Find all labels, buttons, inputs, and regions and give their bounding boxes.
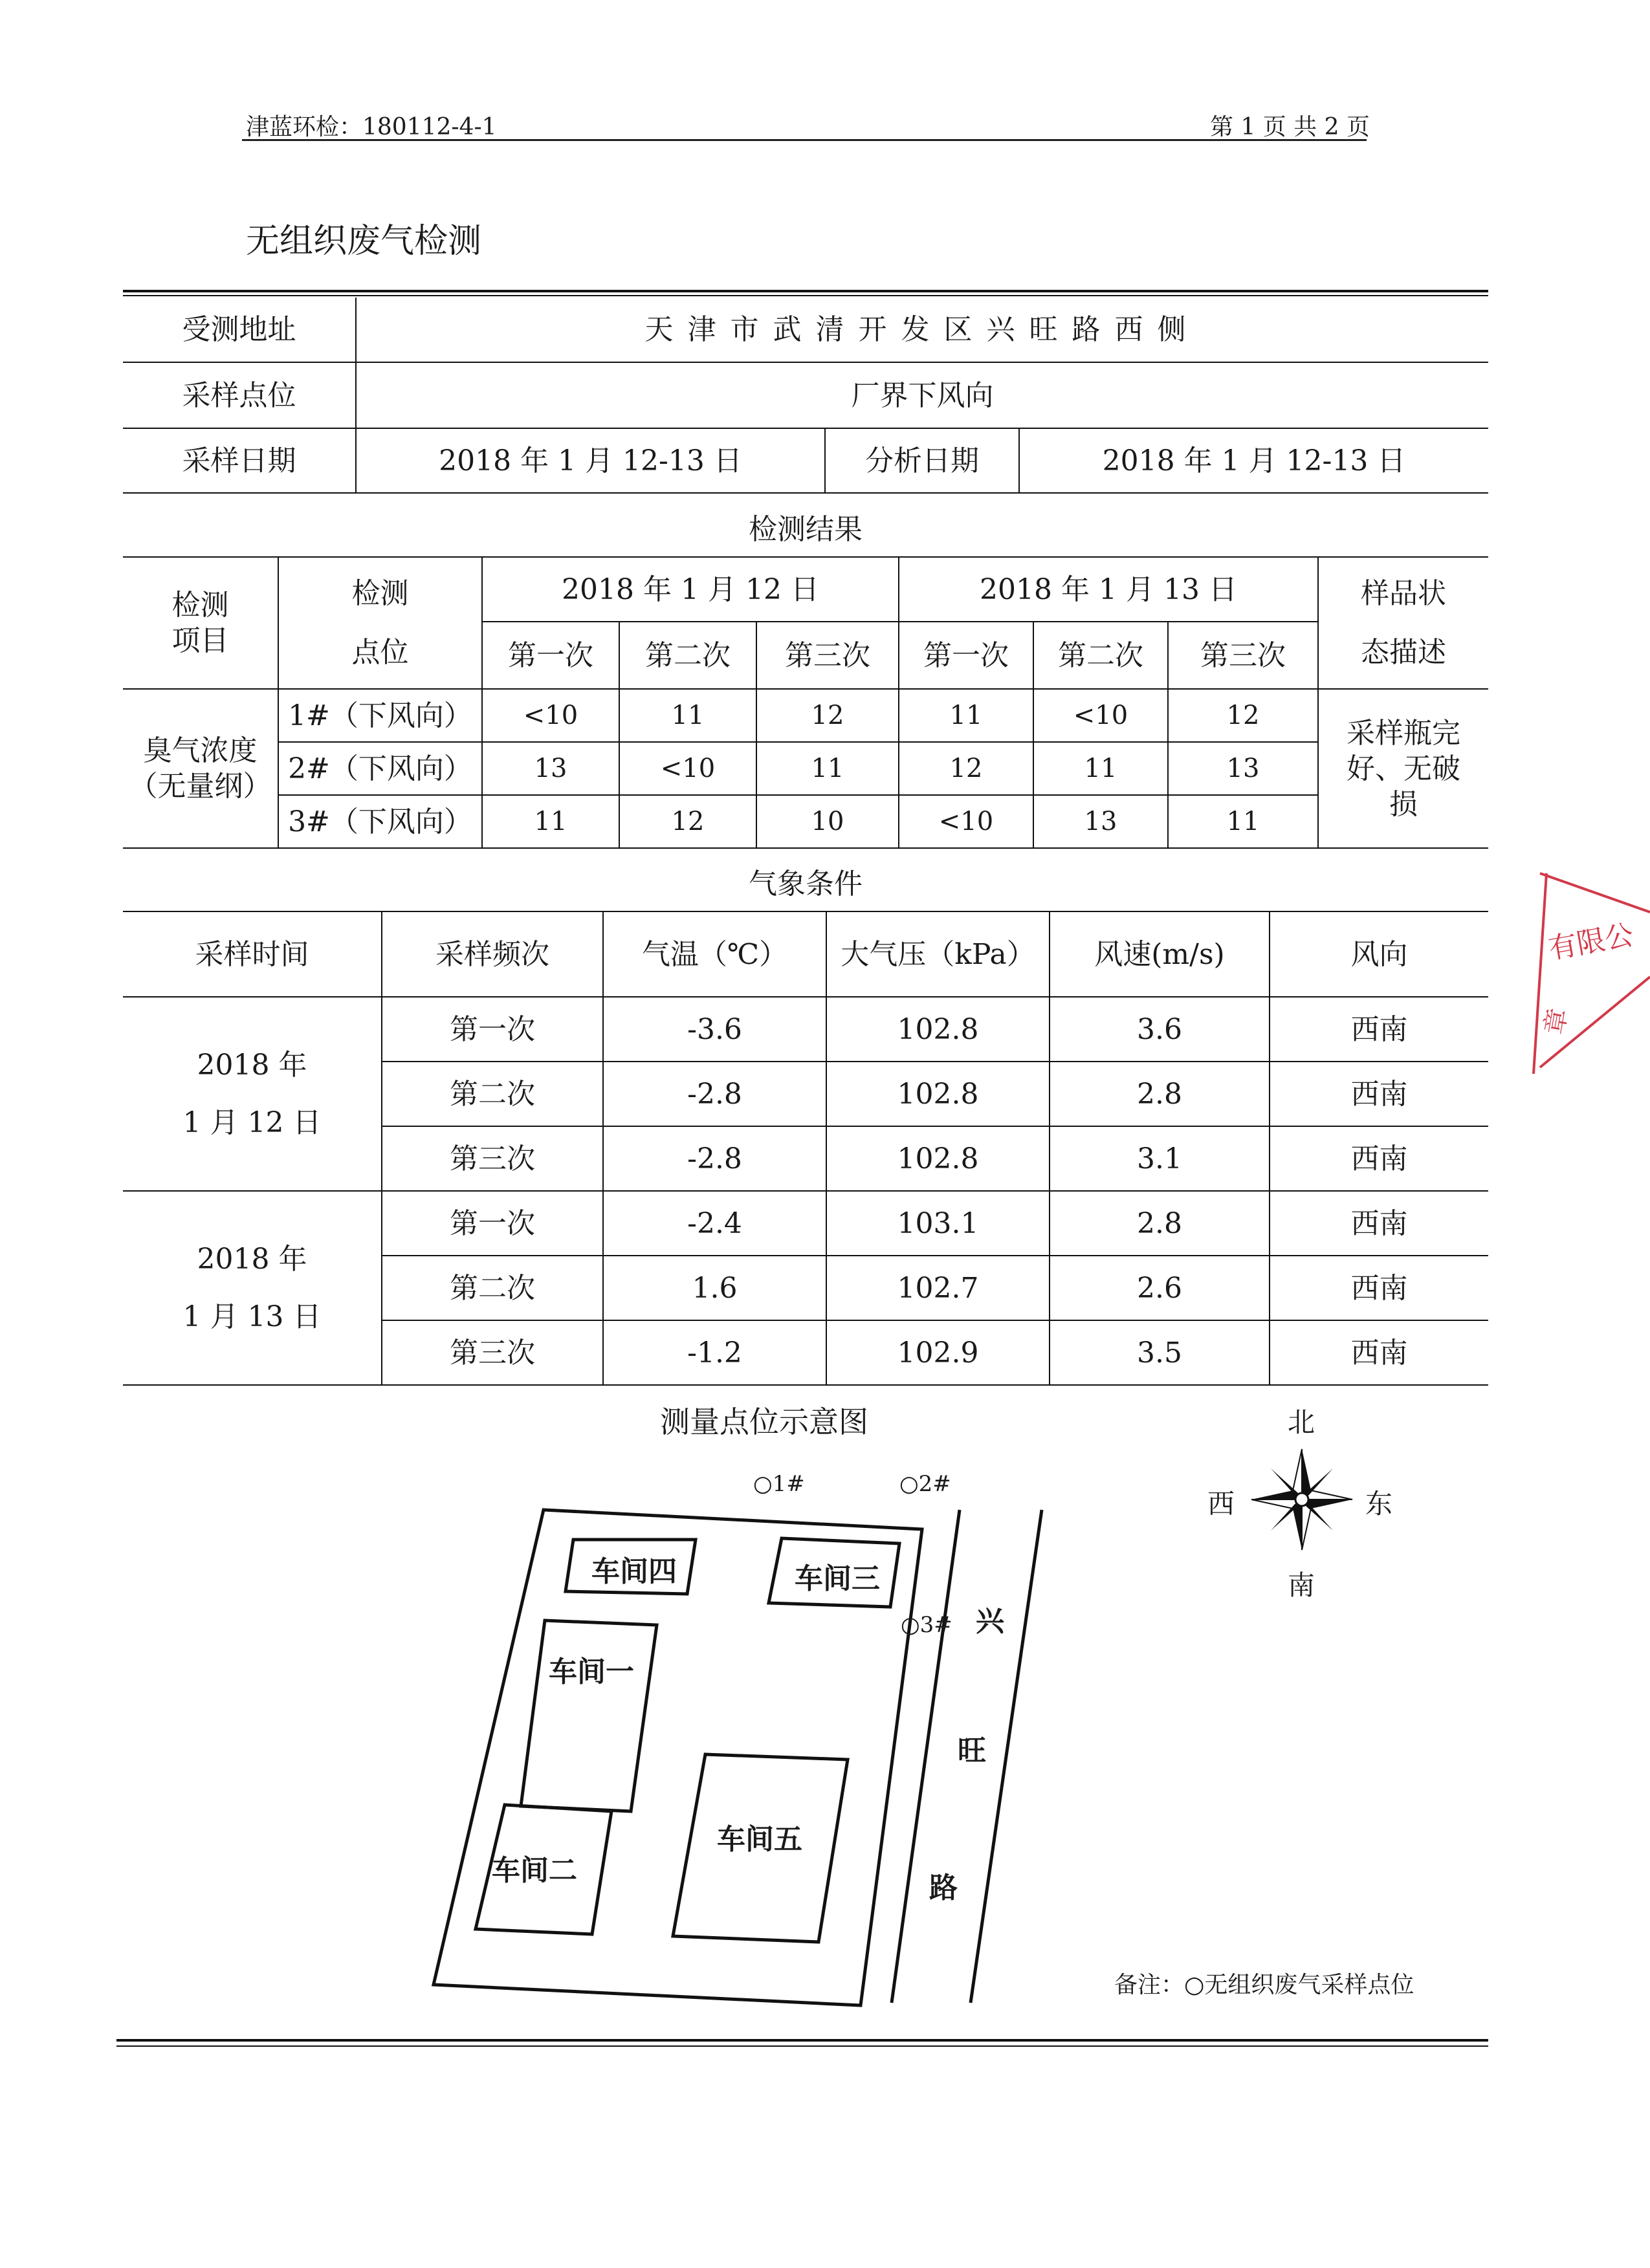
value-cell: 10 [756, 795, 899, 848]
day2-line2: 1 月 13 日 [182, 1300, 322, 1333]
col-state-line2: 态描述 [1361, 636, 1446, 669]
run-header: 第三次 [1168, 622, 1318, 689]
value-cell: 11 [619, 689, 756, 742]
point-label: 采样点位 [123, 362, 356, 428]
weather-header: 气温（℃） [603, 911, 826, 997]
value-cell: 11 [756, 742, 899, 795]
map-note: 备注：○无组织废气采样点位 [1114, 1972, 1414, 1998]
item-name-line1: 臭气浓度 [143, 734, 258, 767]
date2-header: 2018 年 1 月 13 日 [899, 557, 1318, 622]
sample-date-value: 2018 年 1 月 12-13 日 [356, 428, 825, 493]
value-cell: <10 [1033, 689, 1168, 742]
temp-cell: -2.8 [603, 1062, 826, 1126]
point-cell: 1#（下风向） [278, 689, 482, 742]
wind-speed-cell: 2.8 [1050, 1062, 1270, 1126]
wind-speed-cell: 2.6 [1050, 1256, 1270, 1320]
wind-dir-cell: 西南 [1270, 1062, 1488, 1126]
col-state-line1: 样品状 [1361, 577, 1446, 610]
temp-cell: -1.2 [603, 1320, 826, 1385]
sample-date-label: 采样日期 [123, 428, 356, 493]
weather-header: 采样频次 [382, 911, 603, 997]
point-cell: 2#（下风向） [278, 742, 482, 795]
sample-point-3: ○3# [901, 1612, 952, 1638]
day2-line1: 2018 年 [197, 1243, 307, 1276]
road-char-2: 旺 [958, 1734, 986, 1767]
analysis-date-value: 2018 年 1 月 12-13 日 [1019, 428, 1488, 493]
value-cell: 11 [899, 689, 1033, 742]
page-title: 无组织废气检测 [246, 222, 482, 261]
sample-point-2: ○2# [899, 1471, 951, 1497]
stamp-outline [1534, 873, 1650, 1074]
run-cell: 第一次 [382, 1191, 603, 1256]
date1-header: 2018 年 1 月 12 日 [482, 557, 899, 622]
state-line3: 损 [1389, 787, 1418, 821]
wind-dir-cell: 西南 [1270, 1126, 1488, 1191]
workshop-1-label: 车间一 [549, 1655, 634, 1688]
weather-header: 采样时间 [123, 911, 382, 997]
value-cell: <10 [619, 742, 756, 795]
compass-east: 东 [1365, 1488, 1393, 1520]
weather-section-title: 气象条件 [749, 867, 863, 900]
value-cell: 13 [1168, 742, 1318, 795]
run-header: 第一次 [899, 622, 1033, 689]
analysis-date-label: 分析日期 [825, 428, 1019, 493]
address-value: 天津市武清开发区兴旺路西侧 [356, 298, 1488, 362]
pressure-cell: 102.9 [826, 1320, 1050, 1385]
compass-rose-icon [1251, 1449, 1352, 1550]
value-cell: 12 [619, 795, 756, 848]
pressure-cell: 102.8 [826, 997, 1050, 1062]
day1-line1: 2018 年 [197, 1049, 307, 1082]
road-char-3: 路 [929, 1871, 958, 1904]
wind-dir-cell: 西南 [1270, 1256, 1488, 1320]
col-point-line2: 点位 [351, 636, 409, 669]
workshop-3-label: 车间三 [795, 1562, 880, 1595]
value-cell: 12 [899, 742, 1033, 795]
pressure-cell: 102.8 [826, 1062, 1050, 1126]
temp-cell: -2.4 [603, 1191, 826, 1256]
state-line1: 采样瓶完 [1347, 716, 1460, 750]
compass-north: 北 [1288, 1406, 1315, 1438]
run-cell: 第二次 [382, 1062, 603, 1126]
state-line2: 好、无破 [1347, 752, 1460, 785]
workshop-4-label: 车间四 [591, 1555, 677, 1588]
stamp-text: 有限公 [1546, 918, 1636, 966]
run-cell: 第三次 [382, 1126, 603, 1191]
report-number: 津蓝环检：180112-4-1 [246, 114, 497, 140]
wind-dir-cell: 西南 [1270, 997, 1488, 1062]
run-cell: 第一次 [382, 997, 603, 1062]
compass-south: 南 [1288, 1569, 1315, 1601]
weather-header: 风向 [1270, 911, 1488, 997]
value-cell: 11 [1033, 742, 1168, 795]
address-label: 受测地址 [123, 298, 356, 362]
value-cell: <10 [482, 689, 619, 742]
run-header: 第二次 [1033, 622, 1168, 689]
road-west-edge [892, 1510, 960, 2003]
workshop-5-label: 车间五 [717, 1823, 802, 1856]
weather-header: 大气压（kPa） [826, 911, 1050, 997]
wind-dir-cell: 西南 [1270, 1320, 1488, 1385]
road-char-1: 兴 [976, 1605, 1004, 1638]
temp-cell: -2.8 [603, 1126, 826, 1191]
wind-speed-cell: 2.8 [1050, 1191, 1270, 1256]
col-item-line1: 检测 [171, 589, 229, 622]
value-cell: 12 [1168, 689, 1318, 742]
value-cell: 11 [1168, 795, 1318, 848]
item-name-line2: （无量纲） [129, 770, 272, 803]
run-cell: 第二次 [382, 1256, 603, 1320]
run-header: 第二次 [619, 622, 756, 689]
weather-header: 风速(m/s) [1050, 911, 1270, 997]
pressure-cell: 102.8 [826, 1126, 1050, 1191]
wind-speed-cell: 3.1 [1050, 1126, 1270, 1191]
stamp-text-2: 章 [1539, 1006, 1574, 1037]
pressure-cell: 102.7 [826, 1256, 1050, 1320]
value-cell: 13 [482, 742, 619, 795]
run-header: 第三次 [756, 622, 899, 689]
point-cell: 3#（下风向） [278, 795, 482, 848]
value-cell: <10 [899, 795, 1033, 848]
run-cell: 第三次 [382, 1320, 603, 1385]
run-header: 第一次 [482, 622, 619, 689]
bottom-rule [116, 2039, 1488, 2042]
wind-speed-cell: 3.6 [1050, 997, 1270, 1062]
point-value: 厂界下风向 [356, 362, 1488, 428]
map-title: 测量点位示意图 [660, 1404, 868, 1439]
bottom-rule-inner [116, 2045, 1488, 2047]
col-point-line1: 检测 [351, 577, 409, 610]
results-section-title: 检测结果 [749, 513, 863, 546]
workshop-2-label: 车间二 [492, 1854, 577, 1887]
col-item-line2: 项目 [171, 624, 229, 657]
value-cell: 11 [482, 795, 619, 848]
value-cell: 13 [1033, 795, 1168, 848]
page-info: 第 1 页 共 2 页 [1210, 114, 1370, 140]
wind-dir-cell: 西南 [1270, 1191, 1488, 1256]
pressure-cell: 103.1 [826, 1191, 1050, 1256]
sample-point-1: ○1# [753, 1471, 805, 1497]
temp-cell: -3.6 [603, 997, 826, 1062]
temp-cell: 1.6 [603, 1256, 826, 1320]
wind-speed-cell: 3.5 [1050, 1320, 1270, 1385]
compass-west: 西 [1207, 1488, 1235, 1520]
value-cell: 12 [756, 689, 899, 742]
day1-line2: 1 月 12 日 [182, 1106, 322, 1139]
